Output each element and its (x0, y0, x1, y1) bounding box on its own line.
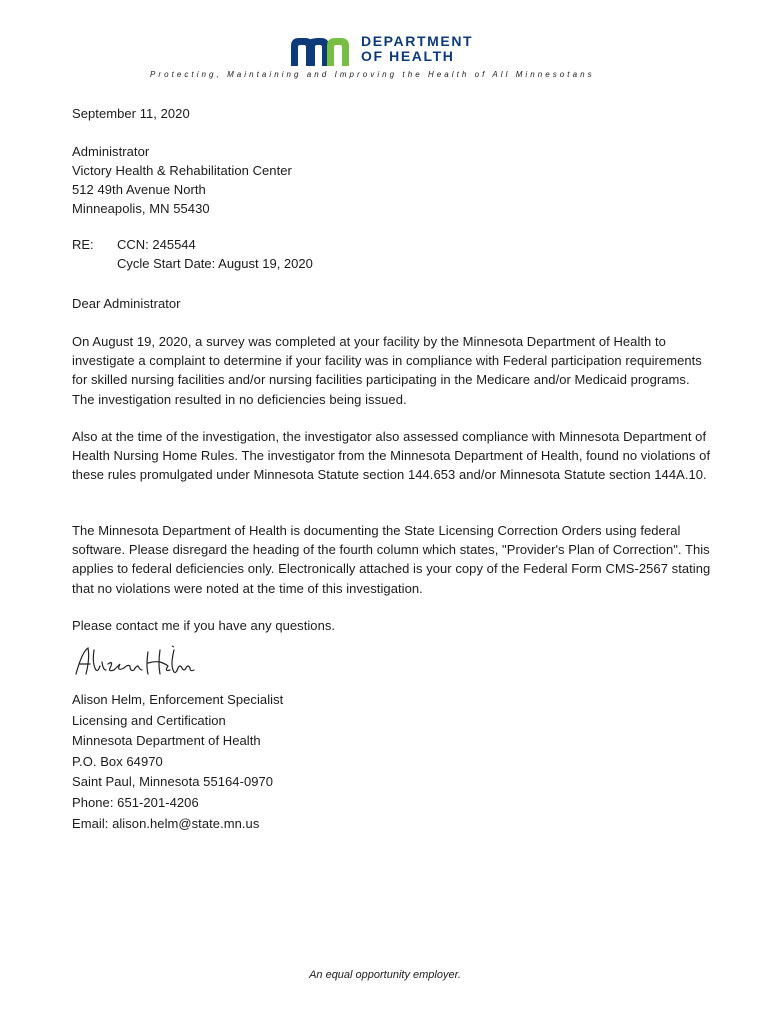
mn-logo-mark-icon (289, 36, 353, 66)
signature-line: P.O. Box 64970 (72, 754, 163, 769)
body-paragraph: On August 19, 2020, a survey was completed at your facility by the Minnesota Department of Health to investigate a complaint to determine if your facility was in compliance with Federal participation requirements for skilled nursing facilities and/or nursing facilities participating in the Medicare and/or Medicaid programs. The investigation resulted in no deficiencies being issued. (72, 334, 702, 407)
email-link[interactable]: Email: alison.helm@state.mn.us (72, 816, 260, 831)
body-paragraph: Also at the time of the investigation, the investigator also assessed compliance with Minnesota Department of Health Nursing Home Rules. The investigator from the Minnesota Department of Health, found no violations of these rules promulgated under Minnesota Statute section 144.653 and/or Minnesota Statute section 144A.10. (72, 429, 711, 483)
re-label: RE: (72, 237, 94, 252)
logo-line-1: DEPARTMENT (361, 33, 474, 49)
body-paragraph: Please contact me if you have any questions. (72, 618, 336, 633)
recipient-line: Minneapolis, MN 55430 (72, 201, 210, 216)
mdh-logo (289, 34, 489, 68)
logo-wordmark (361, 34, 473, 64)
re-cycle-start: Cycle Start Date: August 19, 2020 (117, 256, 313, 271)
salutation: Dear Administrator (72, 296, 181, 311)
signature-line: Minnesota Department of Health (72, 733, 261, 748)
tagline: Protecting, Maintaining and Improving the Health of All Minnesotans (150, 70, 595, 79)
signature-line: Saint Paul, Minnesota 55164-0970 (72, 774, 274, 789)
signature-line: Licensing and Certification (72, 713, 226, 728)
handwritten-signature (70, 644, 200, 684)
signature-line: Alison Helm, Enforcement Specialist (72, 692, 284, 707)
letter-date: September 11, 2020 (72, 106, 190, 121)
recipient-line: Administrator (72, 144, 150, 159)
logo-line-2: OF HEALTH (361, 48, 455, 64)
signature-line: Phone: 651-201-4206 (72, 795, 199, 810)
recipient-line: 512 49th Avenue North (72, 182, 206, 197)
body-paragraph: The Minnesota Department of Health is documenting the State Licensing Correction Orders using federal software. Please disregard the heading of the fourth column which states, "Provider's Plan of Correction". This applies to federal deficiencies only. Electronically attached is your copy of the Federal Form CMS-2567 stating that no violations were noted at the time of this investigation. (72, 523, 711, 596)
footer-text: An equal opportunity employer. (309, 969, 461, 981)
recipient-line: Victory Health & Rehabilitation Center (72, 163, 292, 178)
re-ccn: CCN: 245544 (117, 237, 196, 252)
